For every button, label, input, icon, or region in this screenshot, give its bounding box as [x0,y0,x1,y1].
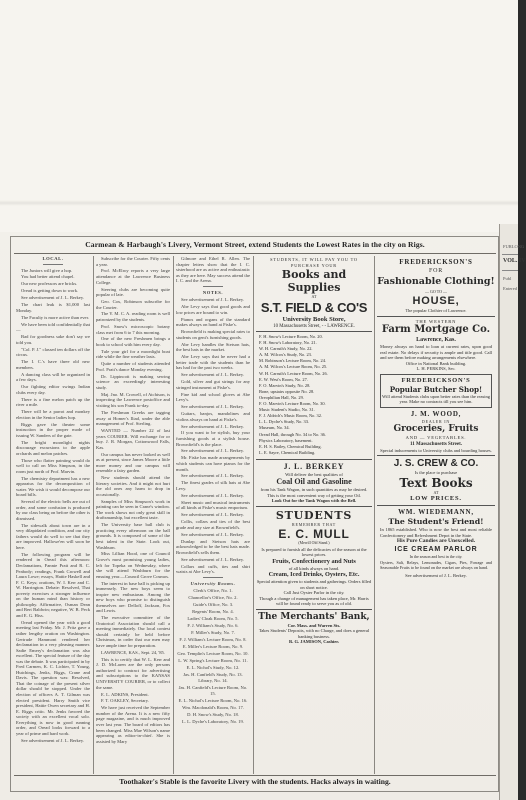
ad-feature: Fruits, Confectionery and Nuts [272,557,356,565]
ad-feature: ICE CREAM PARLOR [394,546,478,553]
news-item: Subscribe for the Courier. Fifty cents a year. [96,256,170,267]
news-item: There is a fine melon patch up the river a mile. [16,396,90,408]
news-item: Quite a number of students attended Prof. Pratt's dance Monday evening. [96,361,170,372]
clothing-ad [377,258,495,314]
room-entry: Jas. H. Canfield's Study, No. 13. [183,671,243,677]
footer-rule [14,775,496,776]
ad-line: Takes Students' Deposits, with no Charge, and does a general banking business. [258,628,370,639]
butcher-ad [380,374,492,408]
adjacent-page-fragment: Publ [503,276,512,281]
crew-ad [377,458,495,503]
bottom-banner: Toothaker's Stable is the favorite Livery with the students. Hacks always in waiting. [119,777,391,786]
ad-name: J. L. BERKEY [283,461,345,471]
ad-title: Farm Mortgage Co. [381,324,491,335]
ad-title: Text Books [399,475,473,490]
ad-line: In the season and best in the city. [409,554,463,559]
ad-line: Call Just Oyster Parlor in the city. [283,590,345,596]
room-entry: E. Miller's Lecture Room, No. 9. [182,643,244,649]
note-item: See advertisement of J. L. Berkey. [181,372,244,378]
adjacent-page-fragment: VOL. IV [503,258,526,264]
ad-feature: His Pure Candies are Unexcelled. [396,538,476,544]
note-item: Brownfield is making special rates to students on gent's furnishing goods. [176,329,250,340]
ad-line: — GO TO — [425,289,447,294]
adjacent-page-fragment: FURLONG [503,244,525,249]
ad-line: Though a change of management has taken place, Mr. Harris will be found ready to serve you as of old. [259,595,369,607]
news-item: Those who flatter painting would do well to call on Miss Simpson, in the room just north of Prof. Marvin. [16,457,90,474]
note-item: Gold, silver and gut strings for any stringed instrument at Fiske's. [176,379,250,390]
banner-rule [14,253,496,254]
note-item: Dunlap and Stetson hats are acknowledged to be the best hats made. Brownfield's sells them. [176,538,250,555]
ad-company: WM. WIEDEMANN, [398,508,474,516]
news-item: The Juniors will give a hop. [21,267,73,273]
ad-line: Special attention given to students and gatherings. Orders filled on short notice. [256,579,372,590]
ad-body: In 1865 established. Who is now the best and most reliable Confectionery and Refreshment Depot in the State. [380,527,492,538]
room-directory [176,588,250,724]
mortgage-ad [377,319,495,372]
ad-body: Will attend Students clubs upon better rates than the reasing year. Make no contracts till you see him. [382,393,490,404]
room-entry: F. O. Marvin's Lecture Room, No. 30. [259,401,326,407]
room-entry: Guide's Office, No. 3. [192,602,234,608]
room-entry: Chancellor's Office, No. 2. [188,595,238,601]
ad-line: Office in National Bank building. [405,360,467,366]
ads-right-column [377,256,495,774]
ad-rule [377,455,495,456]
adjacent-page-edge [499,224,526,800]
ad-line: 11 Massachusetts Street. [410,441,462,447]
paper-fold [0,200,518,206]
note-item: See advertisement of J. L. Berkey. [181,556,244,562]
room-entry: F. Miller's Study, No. 7. [191,629,235,635]
news-item: Gilmore and Ethel R. Allen. The chapter letters show that the I. C. sisterhood are as active and enthusiastic as they are here. May success attend the I. C. and the Arena. [176,256,250,284]
news-item: Dr. Lippincott is making sewing science an exceedingly interesting study. [96,373,170,390]
ad-title: Groceries, Fruits [393,424,479,434]
ad-line: L. H. PERKINS, Sec. [416,366,456,371]
room-entry: A. M. Wilcox's Study, No. 23. [259,352,312,358]
ad-line: Is the place to purchase [414,470,458,475]
column-divider [173,256,174,774]
note-item: See advertisement of J. L. Berkey. [181,423,244,429]
ad-line: Is prepared to furnish all the delicacies of the season at the lowest prices. [261,546,367,558]
note-item: See advertisement of J. L. Berkey. [181,297,244,303]
note-item: See advertisement of J. L. Berkey. [181,404,244,410]
room-entry: E. L. Nichol's Lecture Room, No. 16. [178,697,248,703]
room-entry: E. W. West's Room, No. 27. [259,376,308,382]
ad-title: Popular Butcher Shop! [389,384,483,394]
news-item: A dancing class will be organized in a few days. [16,371,90,383]
news-item: F. T. OAKLEY, Secretary. [101,698,149,704]
adjacent-page-fragment: Entered [503,286,517,291]
news-item: Tule your girl for a moonlight boat ride while the fine weather lasts. [96,348,170,360]
news-item: Our campus has never looked as well as at present, since James Moore a little more money and our campus will resemble a fairy garden. [96,451,170,474]
berkey-ad [256,462,372,504]
news-item: The University base ball club is practicing every afternoon on the ball grounds. It is composed of some of the best talent in the State. Look out, Washburn. [96,522,170,550]
ad-rule [256,609,372,610]
news-item: See advertisement of J. L. Berkey. [21,737,84,743]
room-entry: F. J. William's Study, No. 6. [187,622,239,628]
note-item: See advertisement of J. L. Berkey. [181,473,244,479]
ad-company: FREDERICKSON'S [399,258,473,266]
news-item: The executive committee of the Oratorical Association should call a meeting immediately. Our local contest should certainly be held before Christmas, in order that our men may have ample time for preparation. [96,615,170,648]
news-item: The sidewalk about town are in a very dilapidated condition, and our city fathers would do well to see that they are improved. Hallowe'en will soon be here. [16,522,90,550]
column-news [96,256,170,774]
ad-line: Look Out for the Tank Wagon with the Bell. [271,498,357,504]
heading-rule [43,264,63,265]
note-item: Collars and cuffs, ties and shirt waists at Abe Levy's. [176,563,250,575]
note-item: See advertisement of J. L. Berkey. [181,512,244,518]
news-item: LAWRENCE, KAS., Sept. 24, '85. [101,649,166,655]
room-entry: Wm. Macdonald's Room, No. 17. [182,704,244,710]
news-item: Prof. McElroy reports a very large attendance at the Lawrence Business College. [96,268,170,285]
room-entry: Museum, No. 34. [259,425,290,431]
news-item: Our fighting editor swings Indian clubs every day. [16,384,90,395]
ad-company: E. C. MULL [278,527,350,542]
ad-rule [256,506,372,507]
note-item: Pianos and organs of the standard makes always on hand at Fiske's. [176,316,250,328]
room-entry: Music Student's Studio, No. 31. [259,407,315,413]
ad-line: Special inducements to University clubs and boarding houses. [380,447,492,453]
ad-line: REMEMBER THAT [292,521,336,527]
ad-company: S.T. FIELD & CO'S [260,299,368,315]
news-item: We have been told confidentially that — [16,321,90,333]
ad-subtitle: University Book Store, [282,315,346,323]
field-ad [256,257,372,456]
ad-line: Will deliver the best qualities of [285,471,343,477]
ad-line: (Merrill Old Stand.) [298,541,330,546]
ad-company: J. S. CREW & CO. [393,458,479,469]
ad-rule [256,331,372,332]
room-entry: Oread Hall, through No. 34 to No. 36. [259,431,326,437]
room-entry: D. H. Snow's Study, No. 18. [187,711,239,717]
news-item: Several of the electric bells are out of order, and some confusion is produced by our class being on before the other is dismissed. [16,499,90,521]
news-item: The Faculty is more active than ever. [21,314,89,320]
room-entry: F. H. Snow's Lecture Room, No. 20. [259,334,323,339]
note-item: Guitars, banjos, mandolines and violins always on hand at Fiske's. [176,411,250,422]
room-list [256,334,372,456]
room-entry: L. W. Spring's Lecture Room, No. 11. [178,657,248,663]
news-item: One of the new Freshmen brings a book to school with him every day. [96,336,170,347]
note-item: See advertisement of J. L. Berkey. [181,448,244,454]
ad-title: The Merchants' Bank, [258,611,370,622]
ad-body: Oysters, Salt, Relays, Lemonades, Cigars, Pies, Forrage and Seasonable Fruits to be found on the market are always on hand. [380,559,492,570]
news-item: The chart leak is $1,000 last Monday. [16,302,90,313]
room-entry: Library, No. 14. [198,678,228,684]
ad-title: The Student's Friend! [388,517,484,526]
section-heading: NOTES. [202,289,224,295]
blank-top-margin [0,0,518,232]
column-divider [374,256,375,774]
ad-line: AND — VEGETABLES. [405,435,467,440]
room-entry: L. L. Dyche's Laboratory, No. 19. [181,718,245,724]
section-heading: LOCAL. [42,256,64,261]
note-item: Abe Levy says that he never had a better trade with the students than he has had for the past two weeks. [176,354,250,371]
room-entry: W. H. Carruth's Lecture Room, No. 26. [259,370,328,376]
ad-rule [377,505,495,506]
news-item: The bright moonlight nights discourage excursions to the apple orchards and melon patches. [16,439,90,456]
adjacent-page-rule [502,270,518,271]
room-entry: E. H. S. Bailey, Chemical Building. [259,443,322,449]
news-item: E. L. ADKINS, President. [101,691,149,697]
room-entry: F. J. Aldrich's Music Room, No. 32. [259,413,323,419]
note-item: Mr. Fiske has made arrangements by which students can have pianos for the month. [176,455,250,472]
column-notes [176,256,250,774]
note-item: Sheet music and musical instruments of all kinds at Fiske's music emporium. [176,499,250,511]
ad-line: AT [433,489,439,495]
note-item: The finest grades of silk hats at Abe Levy. [176,480,250,491]
ad-rule [377,316,495,317]
note-item: If you want to be stylish, buy your furnishing goods at a stylish house. Brownfield's is the place. [176,430,250,447]
ad-feature: Cream, Iced Drinks, Oysters, Etc. [268,571,360,579]
ad-line: This is the most convenient way of getting your Oil. [267,492,361,498]
news-item: Prof. Snow's microscopic botany class met from 6 to 7 this morning. [96,323,170,335]
ad-subtitle: Lawrence, Kas. [416,337,456,343]
room-entry: F. O. Marvin's Study, No. 28. [259,382,311,388]
room-entry: F. J. William's Lecture Room, No. 8. [179,636,247,642]
room-entry: Geo. Templin's Lecture Room, No. 10. [177,650,249,656]
notes-list [176,297,250,574]
news-item: There will be a parrot and monkey election in the Senior ladies hop. [16,409,90,420]
news-item: See advertisement of J. L. Berkey. [21,295,84,301]
room-entry: Clerk's Office, No. 1. [193,588,233,594]
ad-line: from his Tank Wagon, in such quantities as may be desired. [260,487,368,493]
note-item: Abe Levy handles the Stetson hats, the best hats in the market. [176,341,250,353]
news-item: New students should attend the literary societies. And it might not hurt the old ones any harm to drop in occasionally. [96,475,170,497]
news-item: We have just received the September number of the Arena. It is a new fifty page magazine, and is much improved over last year. The board of editors has been changed. Miss Mae Wilson's name appearing as editor-in-chief. She is assisted by Mary [96,705,170,744]
wiedemann-ad [377,508,495,578]
room-entry: Physics Laboratory, basement. [259,437,313,443]
column-body [96,256,170,744]
ad-line: Cor. Mass. and Warren Sts. [287,622,341,628]
mull-ad [256,509,372,607]
room-entry: W. H. Carruth's Study, No. 22. [259,346,313,352]
news-item: You had better attend chapel. [21,274,75,280]
ad-title: Books and Supplies [281,268,347,294]
room-entry: Ladies' Cloak Room, No. 5. [187,616,239,622]
adjacent-page-rule [502,254,518,255]
news-item: The Y. M. C. A. reading room is well patronized by the students. [96,311,170,323]
ad-company: HOUSE, [412,295,460,307]
room-entry: Regents' Room, No. 4. [192,609,234,615]
column-divider [253,256,254,774]
news-item: The following program will be rendered in Oread this afternoon: Declamations, Fannie Pratt and R. C. Peabody; readings, Frank Crowell and Laura Lowe; essays, Hattie Haskell and F. C. Keys; orations, W. I. Kerr and C. W. Harrington. Debate: Resolved, That poverty exercises a stronger influence on the human mind than history or philosophy. Affirmative, Osman Dean and Bert Baldwin; negative, W. B. Peck and E. G. Hiss. [16,551,90,618]
ad-address: 10 Massachusetts Street, - - LAWRENCE. [273,323,355,329]
note-item: Fine kid and school gloves at Abe Levy's. [176,391,250,403]
news-item: The interest in base ball is picking up immensely. The new boys seem to inspire new enthusiasm. Among the new boys who promise to distinguish themselves are: Delloff, Jackson, Fox and Lewis. [96,580,170,614]
ad-line: R. G. JAMISON, Cashier. [289,639,339,645]
news-item: Steering clubs are becoming quite popular of late. [96,286,170,298]
news-item: The chemistry department has a new apparatus for the decomposition of water. We wish it would decompose our board bills. [16,475,90,498]
note-item: Abe Levy says that good goods and low prices are bound to win. [176,304,250,315]
column-body [16,268,90,744]
heading-rule [203,286,223,287]
news-item: The Freshman Greeks are tagging away at Homer's Iliad, under the able management of Prof. Sterling. [96,409,170,427]
room-entry: M. Robinson's Lecture Room, No. 24. [259,358,327,364]
ad-line: FOR [428,268,444,274]
news-item: This is to certify that W. L. Kerr and J. D. McLaren are the only persons authorized to contract for advertising and subscriptions to the KANSAS UNIVERSITY COURIER, or to collect the same. [96,656,170,690]
room-entry: L. E. Sayre, Chemical Building. [259,449,316,455]
heading-rule [203,577,223,578]
room-entry: Oreophilian Hall, No. 29. [259,394,304,400]
column-body [176,256,250,284]
ad-line: THE WESTERN [415,318,457,324]
ad-title: Fashionable Clothing! [377,276,495,287]
note-item: See advertisement of J. L. Berkey. [181,531,244,537]
news-item: Miss Lillian Hood, one of Council Grove's most promising young ladies, left for Topeka on Wednesday, where she will attend Washburn for the ensuing year.—Council Grove Cosmos. [96,551,170,579]
ad-line: DEALER IN [421,418,451,424]
news-item: WANTED — Number 22 of last years COURIER. Will exchange for or buy. J. R. Morgan, Cottonwood Falls, Kas. [96,428,170,450]
room-entry: Bone, upstairs opposite No. 28. [259,388,315,394]
column-local [16,256,90,774]
ad-rule [256,459,372,460]
news-item: "Col. P. J." classed ten dollars off the circus. [16,346,90,358]
ad-line: of all kinds always on hand. [288,565,340,571]
news-item: Oread is getting down to work. [21,288,79,294]
ad-company: J. M. WOOD, [410,409,462,418]
ad-body: Money always on hand to loan at current rates, upon good real estate. No delays if security is ample and title good. Call and see them before making arrangements elsewhere. [380,344,492,360]
section-heading: University Rooms. [190,580,236,586]
ad-title: STUDENTS [275,508,353,522]
news-item: Biggs gave the theater some instruction in the proper mode of issuing W. Sanders of the gate. [16,421,90,438]
room-entry: Jas. H. Canfield's Lecture Room, No. 15. [178,685,248,696]
ad-intro: STUDENTS, IT WILL PAY YOU TO PURCHASE YOUR [270,257,358,268]
ad-line: See advertisement of J. L. Berkey. [405,572,467,578]
news-item: The I. C.'s have three old new members. [16,359,90,370]
news-item: Our new professors are bricks. [21,281,78,287]
ad-company: FREDERICKSON'S [401,376,471,384]
news-item: Maj. Jno. M. Crowell, of Atchison, is inspecting the Lawrence postoffice and visiting his son Frank to-day. [96,391,170,409]
news-item: Bad for goodness sake don't say we told you. [16,334,90,345]
top-banner: Carmean & Harbaugh's Livery, Vermont Street, extend Students the Lowest Rates in the city on Rigs. [85,240,425,249]
news-item: Oread opened the year with a good meeting last Friday. Mr. J. Pritz gave a rather lengthy oration on Washington. Gertrude Hammont rendered her declamation in a very pleasing manner. Sadie Emery's declamation was also excellent. The special feature of the day was the debate. It was participated in by Fred Carmen, K. C. Lichter, T. Young, Hutchings, Jenks, Biggs, Crane and Davis. The question was: Resolved, That the coinage of the present silver dollar should be stopped. Under the election of officers A. T. Gilman was elected president. Harry Smith vice president, Hattie Owen secretary and H. E. Riggs critic. Mr. Jenks favored the society with an excellent vocal solo. Everything is now in good running order, and Oread looks forward to a year of prime and hard work. [16,619,90,736]
ad-at: AT [311,294,317,299]
grocery-ad [377,410,495,454]
note-item: Collis, collars and ties of the best grade and any size at Brownfield's. [176,519,250,530]
note-item: See advertisement of J. L. Berkey. [181,492,244,498]
ad-feature: LOW PRICES. [410,495,462,502]
column-divider [93,256,94,774]
ads-center-column [256,256,372,774]
room-entry: A. M. Wilcox's Lecture Room, No. 25. [259,364,328,370]
ad-feature: Coal Oil and Gasoline [276,477,352,487]
room-entry: L. L. Dyche's Study, No. 33. [259,419,310,425]
news-item: Samples of Miss Simpson's work in painting can be seen in Crane's window. The work shows not only great skill in draftsmanship, but excellent taste. [96,498,170,521]
room-entry: F. H. Snow's Laboratory, No. 21. [259,340,317,346]
ad-line: The popular Clothier of Lawrence. [405,308,467,313]
news-item: Geo. Cox, Robinson subscribe for the Courier. [96,299,170,310]
room-entry: E. L. Nichol's Study, No. 12. [186,664,240,670]
bank-ad [256,612,372,645]
